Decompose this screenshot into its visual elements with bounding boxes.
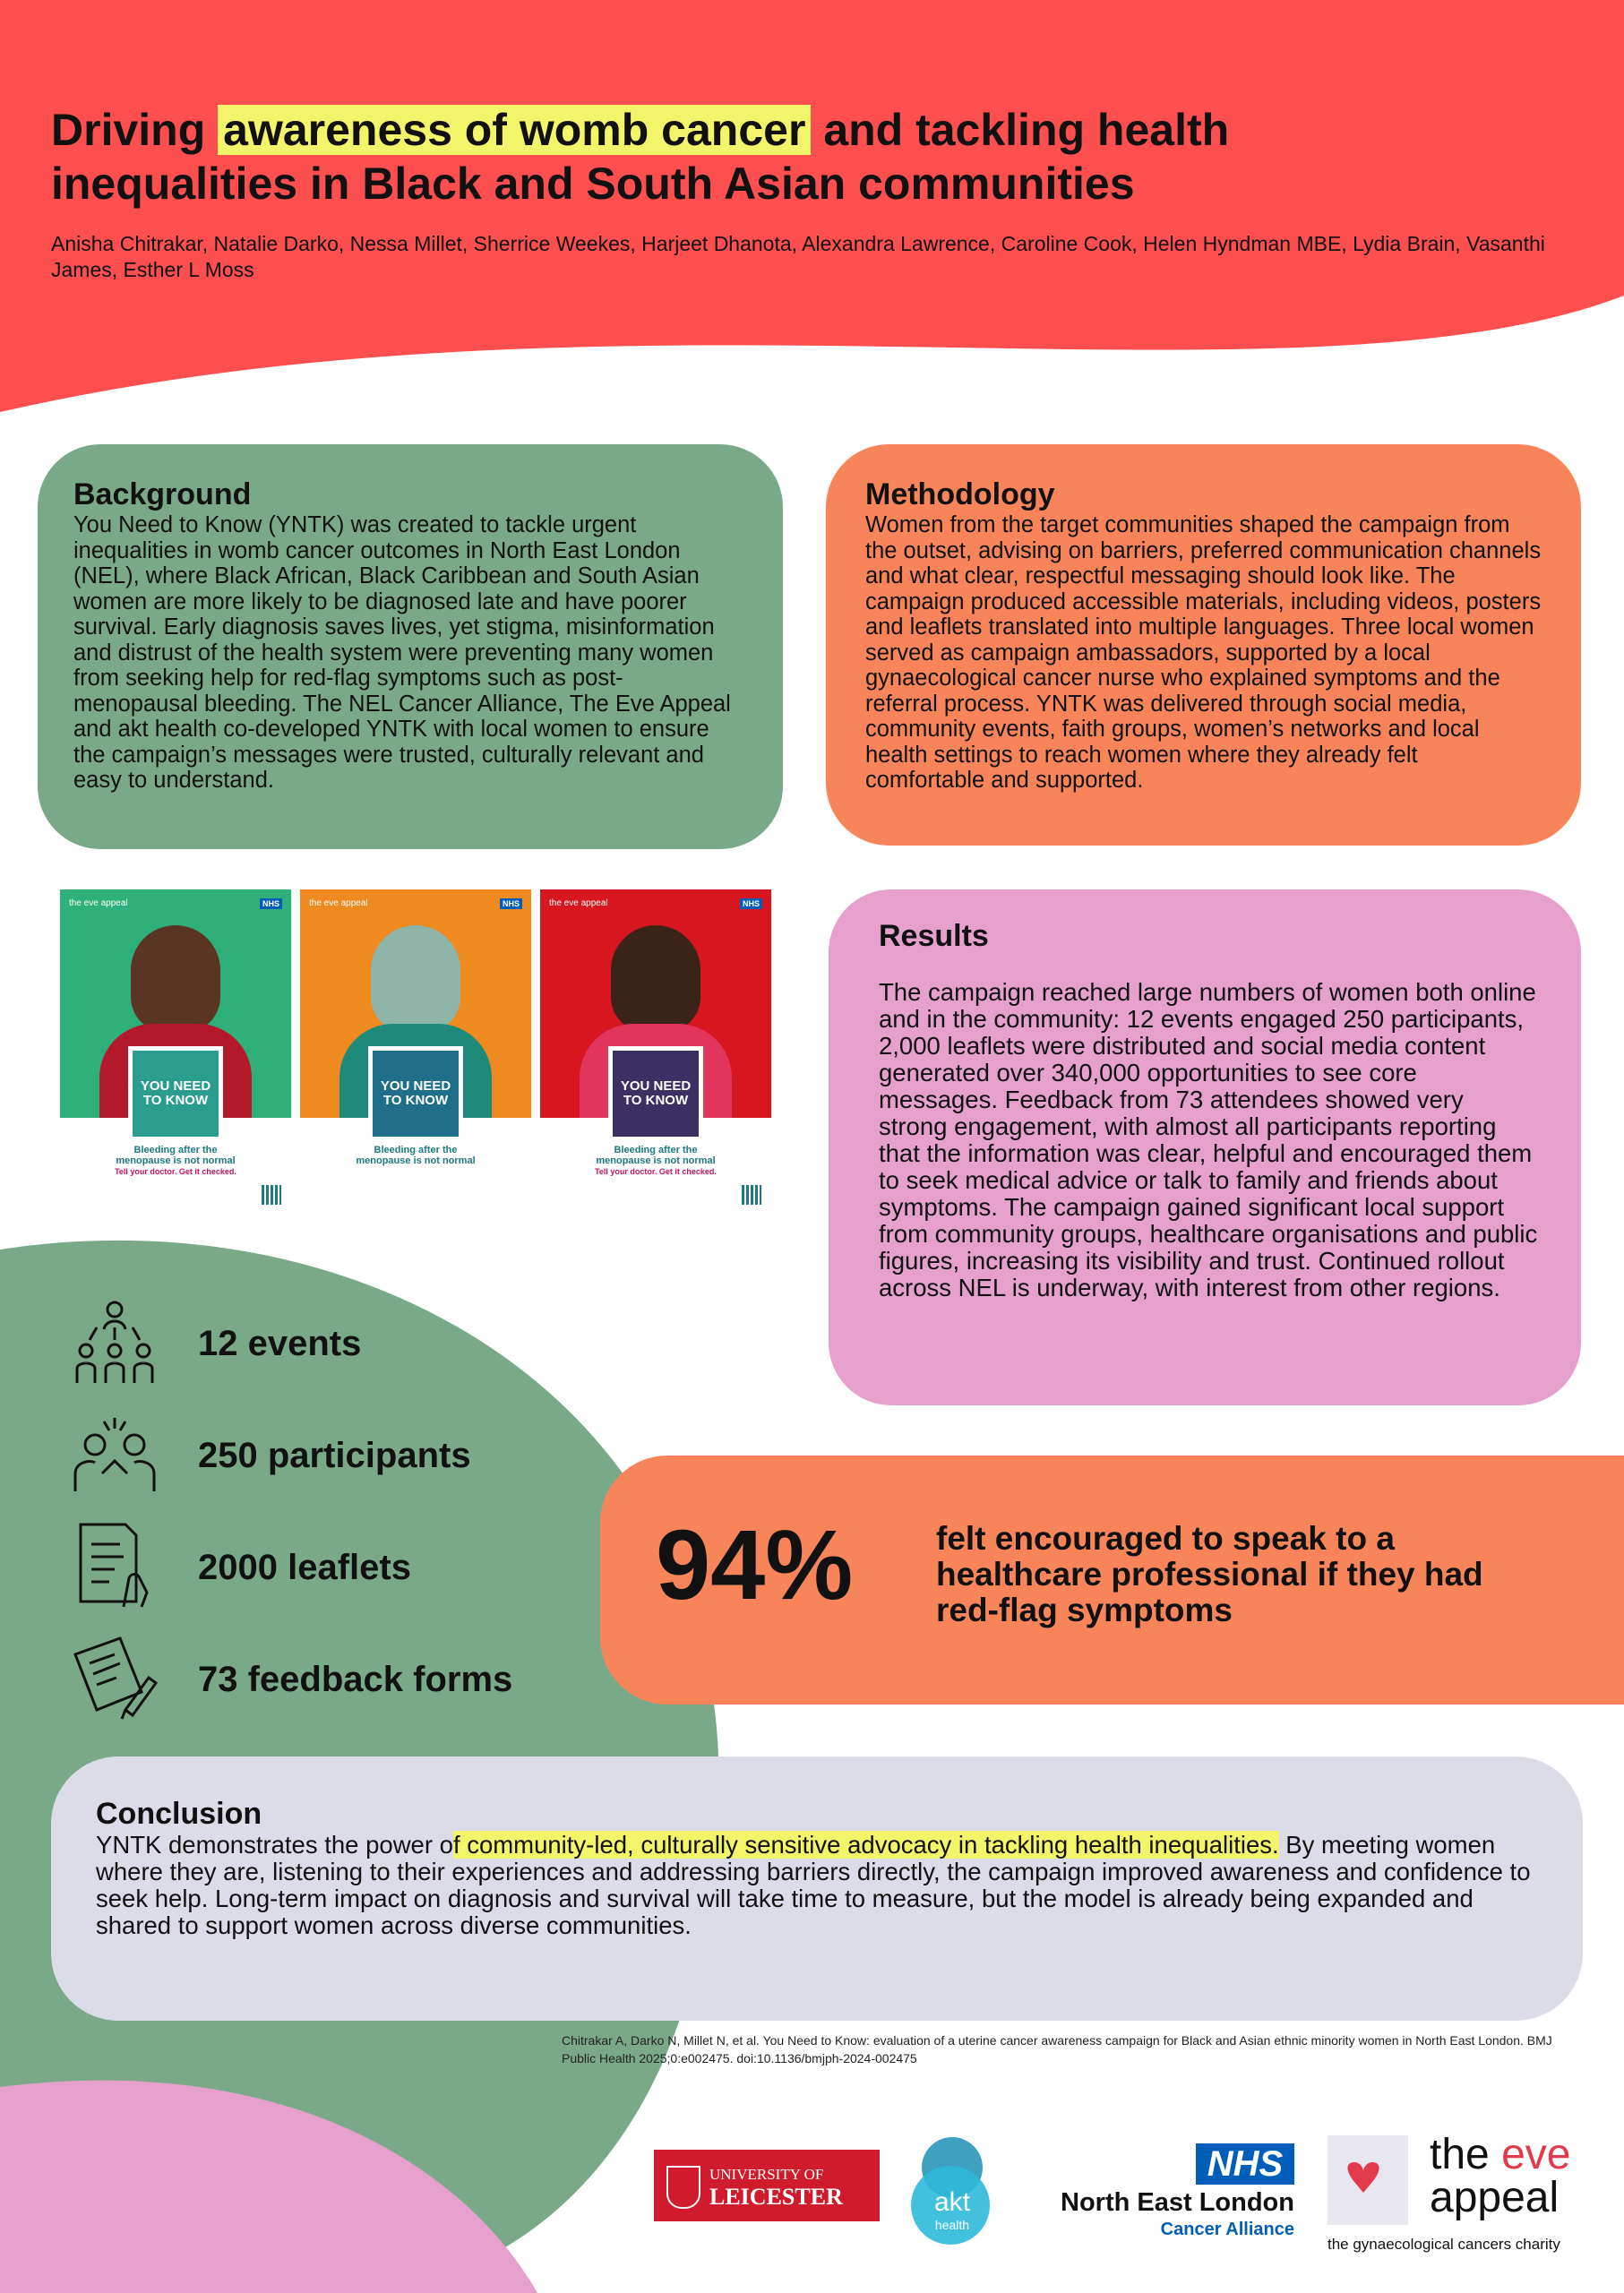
campaign-poster — [60, 889, 291, 1210]
results-heading: Results — [879, 919, 989, 953]
yntk-badge: YOU NEED TO KNOW — [608, 1046, 703, 1141]
campaign-poster — [540, 889, 771, 1210]
conclusion-heading: Conclusion — [96, 1797, 262, 1831]
title-highlight: awareness of womb cancer — [218, 105, 811, 155]
background-body: You Need to Know (YNTK) was created to tackle urgent inequalities in womb cancer outcomes in North East London (NEL), where Black African, Black Caribbean and South Asian women are more likely to be diagnosed late and have poorer survival. Early diagnosis saves lives, yet stigma, misinformation and distrust of the health system were preventing many women from seeking help for red-flag symptoms such as post-menopausal bleeding. The NEL Cancer Alliance, The Eve Appeal and akt health co-developed YNTK with local women to ensure the campaign’s messages were trusted, culturally relevant and easy to understand. — [73, 512, 731, 793]
conclusion-highlight: f community-led, culturally sensitive advocacy in tackling health inequalities. — [452, 1831, 1279, 1859]
poster-tagline: Tell your doctor. Get it checked. — [115, 1167, 236, 1176]
woman-portrait — [371, 925, 460, 1033]
yntk-badge: YOU NEED TO KNOW — [128, 1046, 223, 1141]
logo-text: Cancer Alliance — [1160, 2220, 1294, 2239]
methodology-body: Women from the target communities shaped the campaign from the outset, advising on barriers, preferred communication channels and what clear, respectful messaging should look like. The campaign produced accessible materials, including videos, posters and leaflets translated into multiple languages. Three local women served as campaign ambassadors, supported by a local gynaecological cancer nurse who explained symptoms and the referral process. YNTK was delivered through social media, community events, faith groups, women’s networks and local health settings to reach women where they already felt comfortable and supported. — [865, 512, 1542, 793]
poster-title — [51, 103, 1574, 210]
akt-health-logo — [900, 2132, 1017, 2248]
university-of-leicester-logo — [654, 2150, 880, 2221]
conclusion-body: YNTK demonstrates the power of community-led, culturally sensitive advocacy in tackling health inequalities. By meeting women where they are, listening to their experiences and addressing barriers directly, the campaign improved awareness and confidence to seek help. Long-term impact on diagnosis and survival will take time to measure, but the model is already being expanded and shared to support women across diverse communities. — [96, 1831, 1531, 1939]
woman-portrait — [131, 925, 220, 1033]
key-stat-percent: 94% — [656, 1510, 854, 1620]
stat-label: 12 events — [198, 1324, 362, 1363]
qr-code-icon — [742, 1185, 761, 1205]
methodology-heading: Methodology — [865, 477, 1055, 511]
poster-caption: Bleeding after the menopause is not normal — [596, 1145, 716, 1166]
logo-text: appeal — [1430, 2174, 1560, 2221]
key-stat-card — [600, 1456, 1624, 1705]
title-line2: inequalities in Black and South Asian communities — [51, 159, 1135, 209]
stat-row — [70, 1521, 571, 1619]
logo-text: the eve — [1430, 2131, 1571, 2178]
title-part: and tackling health — [811, 105, 1230, 155]
author-list: Anisha Chitrakar, Natalie Darko, Nessa Millet, Sherrice Weekes, Harjeet Dhanota, Alexandra Lawrence, Caroline Cook, Helen Hyndman MBE, Lydia Brain, Vasanthi James, Esther L Moss — [51, 232, 1545, 281]
poster-caption: Bleeding after the menopause is not normal — [356, 1145, 476, 1166]
eve-appeal-logo: the eve appeal — [549, 898, 608, 908]
stat-label: 73 feedback forms — [198, 1660, 513, 1699]
results-card — [829, 889, 1581, 1405]
eve-appeal-logo: the eve appeal — [69, 898, 128, 908]
nhs-badge: NHS — [1196, 2143, 1294, 2185]
stat-row — [70, 1297, 571, 1396]
heart-icon — [1328, 2135, 1408, 2225]
background-heading: Background — [73, 477, 252, 511]
title-part: Driving — [51, 105, 219, 155]
logo-tagline: the gynaecological cancers charity — [1328, 2236, 1560, 2253]
stat-row — [70, 1409, 571, 1507]
poster-caption: Bleeding after the menopause is not normal — [116, 1145, 236, 1166]
logo-text: North East London — [1061, 2188, 1294, 2217]
woman-portrait — [611, 925, 700, 1033]
crest-icon — [666, 2166, 700, 2209]
stat-row — [70, 1633, 571, 1731]
the-eve-appeal-logo — [1324, 2132, 1593, 2266]
nhs-logo: NHS — [260, 898, 282, 909]
people-icon — [70, 1409, 159, 1499]
community-icon — [70, 1297, 159, 1387]
conclusion-card — [51, 1756, 1583, 2021]
leaflet-icon — [70, 1521, 159, 1610]
nhs-logo: NHS — [500, 898, 522, 909]
nhs-north-east-london-logo — [1044, 2143, 1294, 2242]
eve-appeal-logo: the eve appeal — [309, 898, 368, 908]
yntk-badge: YOU NEED TO KNOW — [368, 1046, 463, 1141]
qr-code-icon — [262, 1185, 281, 1205]
stat-label: 250 participants — [198, 1436, 471, 1475]
nhs-logo: NHS — [740, 898, 762, 909]
logo-text: health — [934, 2218, 970, 2232]
poster-tagline: Tell your doctor. Get it checked. — [595, 1167, 717, 1176]
reference-citation: Chitrakar A, Darko N, Millet N, et al. You Need to Know: evaluation of a uterine cancer awareness campaign for Black and Asian ethnic minority women in North East London. BMJ Public Health 2025;0:e002475. doi:10.1136/bmjph-2024-002475 — [562, 2033, 1552, 2065]
stat-label: 2000 leaflets — [198, 1548, 411, 1587]
key-stat-text: felt encouraged to speak to a healthcare professional if they had red-flag symptoms — [936, 1520, 1483, 1628]
background-card — [38, 444, 783, 849]
results-body: The campaign reached large numbers of women both online and in the community: 12 events engaged 250 participants, 2,000 leaflets were distributed and social media content generated over 340,000 opportunities to see core messages. Feedback from 73 attendees showed very strong engagement, with almost all participants reporting that the information was clear, helpful and encouraged them to seek medical advice or talk to family and friends about symptoms. The campaign gained significant local support from community groups, healthcare organisations and public figures, increasing its visibility and trust. Continued rollout across NEL is underway, with interest from other regions. — [879, 978, 1538, 1301]
logo-text: UNIVERSITY OF — [709, 2166, 824, 2183]
campaign-poster — [300, 889, 531, 1210]
methodology-card — [826, 444, 1581, 846]
feedback-form-icon — [70, 1633, 159, 1722]
logo-text: akt — [933, 2187, 971, 2217]
logo-text: LEICESTER — [709, 2184, 843, 2210]
